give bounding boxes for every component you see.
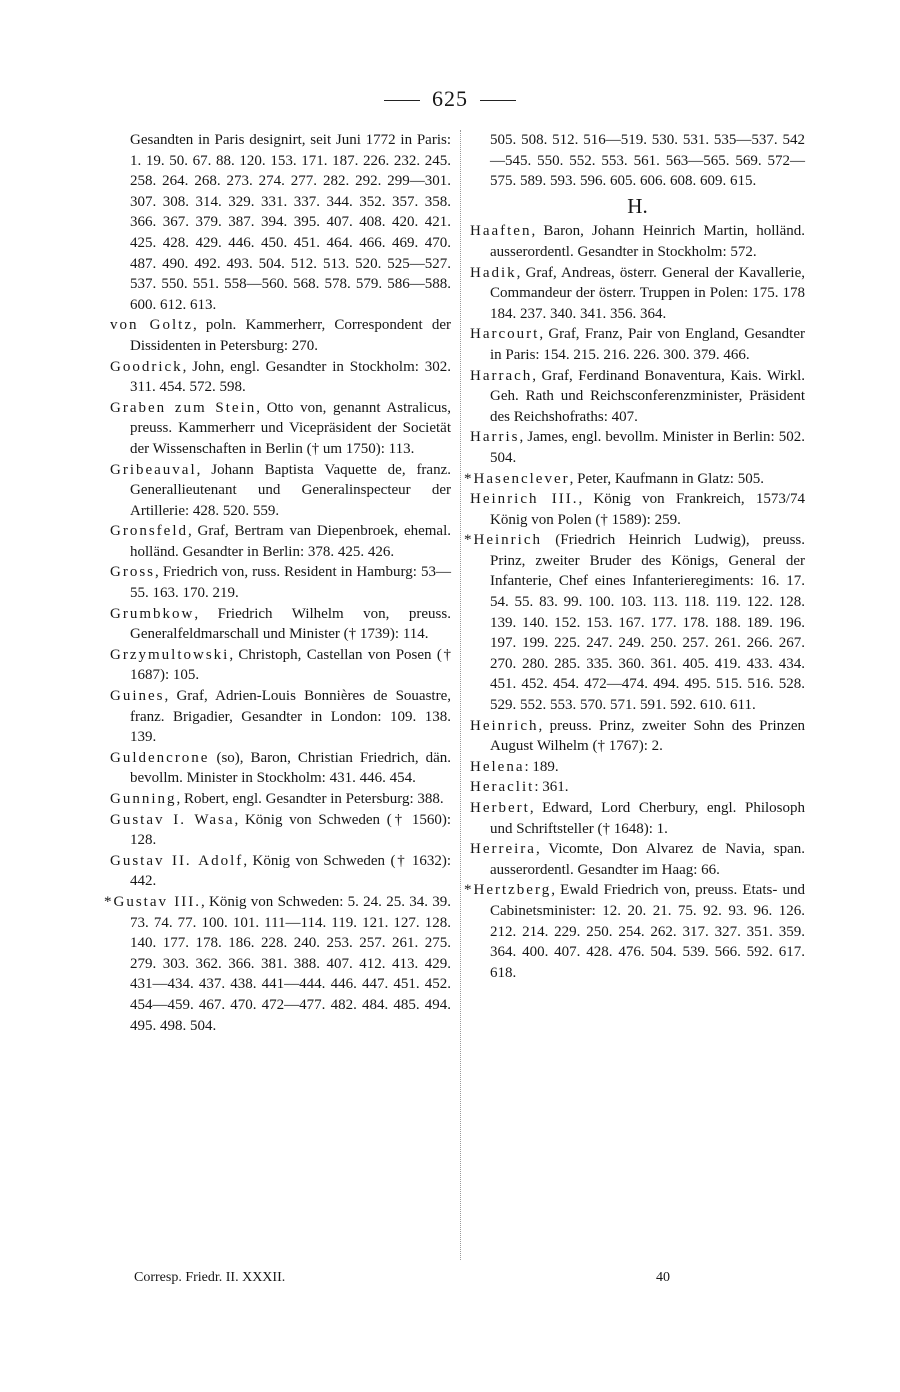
index-entry [464,530,805,715]
entry-name: Harcourt [470,326,540,343]
entry-text: (Friedrich Heinrich Ludwig), preuss. Prinz, zweiter Bruder des Königs, General der Infanterie, Chef eines Infanterieregiments: 16. 17. 54. 55. 83. 99. 100. 103. 113. 118. 119. 122. 128. 139. 140. 152. 153. 167. 177. 178. 188. 189. 196. 197. 199. 225. 247. 249. 250. 257. 261. 266. 267. 270. 280. 285. 335. 360. 361. 405. 419. 433. 434. 451. 452. 454. 472—474. 494. 495. 515. 516. 528. 529. 552. 553. 570. 571. 591. 592. 610. 611. [490,532,805,714]
index-entry [464,469,805,490]
footer-signature: Corresp. Friedr. II. XXXII. [134,1270,286,1285]
index-entry [470,221,805,262]
index-entry [110,398,451,460]
entry-text: , König von Schweden († 1632): 442. [130,852,452,890]
entry-name: Herbert [470,800,530,816]
index-entry [470,777,805,798]
entry-text: (so), Baron, Christian Friedrich, dän. bevollm. Minister in Stockholm: 431. 446. 454. [130,749,451,787]
footer-sheet-number: 40 [656,1270,670,1285]
entry-name: Graben zum Stein [110,399,257,416]
entry-text: : 189. [524,758,559,775]
left-column [104,130,452,1036]
entry-name: Heinrich III. [470,491,579,508]
entry-text: : 361. [534,779,569,796]
index-entry [470,716,805,757]
entry-text: , Ewald Friedrich von, preuss. Etats- und Cabinetsminister: 12. 20. 21. 75. 92. 93. 96. 126. 212. 214. 229. 250. 254. 262. 317. 327. 351. 359. 364. 400. 407. 428. 476. 504. 539. 566. 592. 617. 618. [490,882,805,981]
entry-name: von Goltz [110,317,193,334]
entry-name: Goodrick [110,358,183,375]
index-entry [104,892,451,1036]
index-entry [470,839,805,880]
entry-text: , Graf, Adrien-Louis Bonnières de Souastre, franz. Brigadier, Gesandter in London: 109. 138. 139. [130,688,451,746]
index-entry [470,366,805,428]
index-entry [110,357,451,398]
entry-name: *Gustav III. [104,893,202,910]
entry-text: , Graf, Ferdinand Bonaventura, Kais. Wirkl. Geh. Rath und Reichsconferenzminister, Präsident des Reichshofraths: 407. [490,367,805,425]
entry-text: , König von Schweden († 1560): 128. [130,811,451,849]
entry-text: , König von Schweden: 5. 24. 25. 34. 39. 73. 74. 77. 100. 101. 111—114. 119. 121. 127. 128. 140. 177. 178. 186. 228. 240. 253. 257. 261. 275. 279. 303. 362. 366. 381. 388. 407. 412. 413. 429. 431—434. 437. 438. 441—444. 446. 447. 451. 452. 454—459. 467. 470. 472—477. 482. 484. 485. 494. 495. 498. 504. [130,893,451,1034]
entry-name: Gustav II. Adolf [110,852,244,869]
header-dash-right [480,100,516,101]
entry-text: , Edward, Lord Cherbury, engl. Philosoph und Schriftsteller († 1648): 1. [490,800,805,837]
index-entry [110,748,451,789]
entry-text: , Vicomte, Don Alvarez de Navia, span. ausserordentl. Gesandter im Haag: 66. [490,841,805,878]
entry-text: , Johann Baptista Vaquette de, franz. Generallieutenant und Generalinspecteur der Artillerie: 428. 520. 559. [130,461,451,519]
entry-text: , Friedrich Wilhelm von, preuss. Generalfeldmarschall und Minister († 1739): 114. [130,605,451,643]
index-entry [110,810,451,851]
entry-name: Gunning [110,791,177,807]
entry-text: , Graf, Bertram van Diepenbroek, ehemal. holländ. Gesandter in Berlin: 378. 425. 426. [130,523,451,560]
entry-name: Herreira [470,841,536,858]
entry-text: , Graf, Franz, Pair von England, Gesandter in Paris: 154. 215. 216. 226. 300. 379. 466. [490,326,805,363]
index-entry [110,604,451,645]
entry-text: , John, engl. Gesandter in Stockholm: 302. 311. 454. 572. 598. [130,358,451,396]
entry-name: Harrach [470,367,533,384]
index-entry-continuation: 505. 508. 512. 516—519. 530. 531. 535—537. 542—545. 550. 552. 553. 561. 563—565. 569. 572—575. 589. 593. 596. 605. 606. 608. 609. 615. [490,132,805,190]
index-entry-continuation: Gesandten in Paris designirt, seit Juni 1772 in Paris: 1. 19. 50. 67. 88. 120. 153. 171. 187. 226. 232. 245. 258. 264. 268. 273. 274. 277. 282. 292. 299—301. 307. 308. 314. 329. 331. 337. 344. 352. 357. 358. 366. 367. 379. 387. 394. 395. 407. 408. 420. 421. 425. 428. 429. 446. 450. 451. 464. 466. 469. 470. 487. 490. 492. 493. 504. 512. 513. 520. 525—527. 537. 550. 551. 558—560. 568. 578. 579. 586—588. 600. 612. 613. [130,132,451,313]
index-entry [470,427,805,468]
entry-name: Haaften [470,223,532,240]
entry-text: , Christoph, Castellan von Posen († 1687): 105. [130,646,451,684]
entry-text: , Friedrich von, russ. Resident in Hamburg: 53—55. 163. 170. 219. [130,564,451,602]
entry-name: Grzymultowski [110,646,230,663]
index-entry [470,263,805,325]
entry-text: , Otto von, genannt Astralicus, preuss. Kammerherr und Vicepräsident der Societät der Wissenschaften in Berlin († um 1750): 113. [130,399,451,457]
entry-name: Guines [110,688,165,705]
index-entry [110,645,451,686]
entry-text: , Baron, Johann Heinrich Martin, holländ. ausserordentl. Gesandter in Stockholm: 572. [490,223,805,260]
index-entry [110,851,451,892]
entry-text: , Peter, Kaufmann in Glatz: 505. [569,470,764,487]
page-number: 625 [432,86,468,111]
entry-name: *Hasenclever [464,470,570,487]
header-dash-left [384,100,420,101]
entry-name: Guldencrone [110,749,210,766]
index-entry [464,880,805,983]
section-letter: H. [627,193,648,218]
entry-text: , Graf, Andreas, österr. General der Kavallerie, Commandeur der österr. Truppen in Polen: 175. 178 184. 237. 340. 341. 356. 364. [490,264,805,322]
index-entry [110,562,451,603]
entry-text: , König von Frankreich, 1573/74 König von Polen († 1589): 259. [490,491,806,528]
index-entry [470,489,805,530]
entry-name: Gronsfeld [110,523,188,540]
entry-name: Gustav I. Wasa [110,811,235,828]
index-entry [470,757,805,778]
index-entry [110,460,451,522]
right-column [464,130,806,983]
page-header [0,86,900,112]
entry-text: , Robert, engl. Gesandter in Petersburg: 388. [176,791,444,807]
index-entry [110,686,451,748]
entry-name: Grumbkow [110,605,195,622]
index-entry [470,324,805,365]
index-entry [110,521,451,562]
entry-name: *Heinrich [464,532,542,549]
entry-name: *Hertzberg [464,882,552,899]
entry-text: , poln. Kammerherr, Correspondent der Dissidenten in Petersburg: 270. [130,317,451,354]
entry-name: Harris [470,429,520,446]
index-entry [110,315,451,356]
entry-text: , James, engl. bevollm. Minister in Berlin: 502. 504. [490,429,805,466]
index-entry [110,789,451,810]
entry-name: Heraclit [470,779,535,796]
entry-name: Gross [110,564,156,581]
index-entry [470,798,805,839]
entry-name: Hadik [470,264,517,281]
entry-text: , preuss. Prinz, zweiter Sohn des Prinzen August Wilhelm († 1767): 2. [490,717,805,755]
column-divider [460,130,461,1260]
entry-name: Helena [470,758,525,775]
entry-name: Gribeauval [110,461,197,478]
entry-name: Heinrich [470,717,539,734]
